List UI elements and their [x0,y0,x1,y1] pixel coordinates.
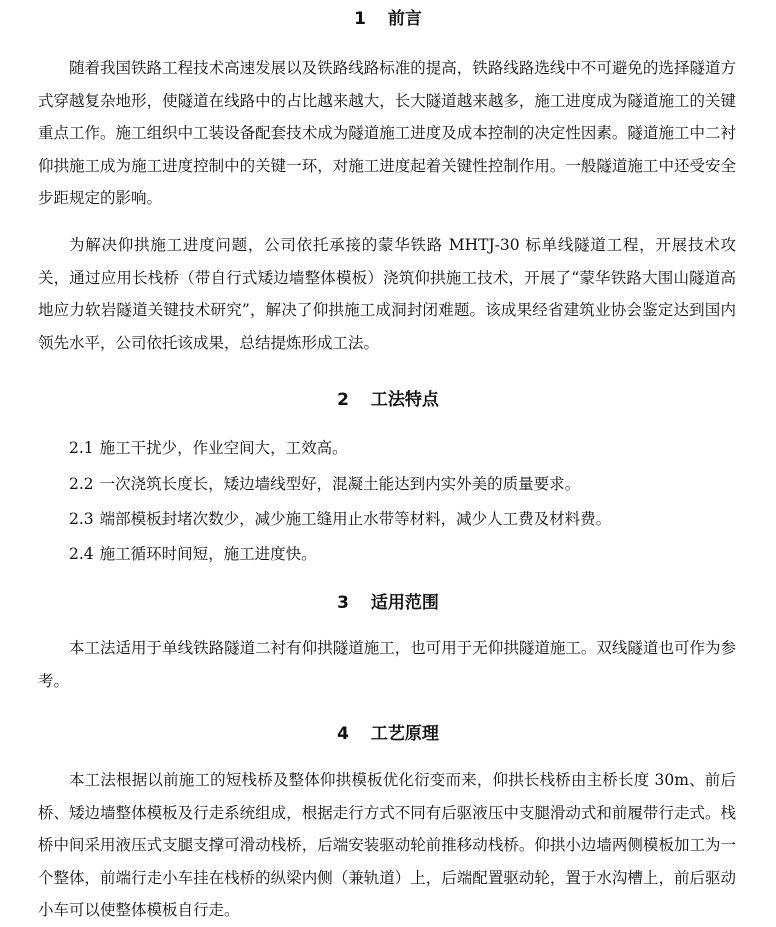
section-3-heading [0,592,776,614]
list-item: 2.3 端部模板封堵次数少，减少施工缝用止水带等材料，减少人工费及材料费。 [69,510,612,528]
section-1-heading [0,8,776,30]
section-1-paragraph-1: 随着我国铁路工程技术高速发展以及铁路线路标准的提高，铁路线路选线中不可避免的选择隧道方式穿越复杂地形，使隧道在线路中的占比越来越大，长大隧道越来越多，施工进度成为隧道施工的关键重点工作。施工组织中工装设备配套技术成为隧道施工进度及成本控制的决定性因素。隧道施工中二衬仰拱施工成为施工进度控制中的关键一环，对施工进度起着关键性控制作用。一般隧道施工中还受安全步距规定的影响。 [38,59,736,208]
section-1-number: 1 [354,9,366,29]
section-2-heading [0,389,776,411]
list-item: 2.1 施工干扰少，作业空间大，工效高。 [69,439,348,457]
section-4-number: 4 [337,724,349,744]
section-4-heading [0,723,776,745]
section-2-title: 工法特点 [370,390,439,410]
list-item: 2.4 施工循环时间短，施工进度快。 [69,545,317,563]
section-1-title: 前言 [387,9,422,29]
section-4-title: 工艺原理 [370,724,439,744]
section-1-paragraph-2: 为解决仰拱施工进度问题，公司依托承接的蒙华铁路 MHTJ-30 标单线隧道工程，开展技术攻关，通过应用长栈桥（带自行式矮边墙整体模板）浇筑仰拱施工技术，开展了“蒙华铁路大围山隧道高地应力软岩隧道关键技术研究”，解决了仰拱施工成洞封闭难题。该成果经省建筑业协会鉴定达到国内领先水平，公司依托该成果，总结提炼形成工法。 [38,236,736,352]
section-3-paragraph-1: 本工法适用于单线铁路隧道二衬有仰拱隧道施工，也可用于无仰拱隧道施工。双线隧道也可作为参考。 [38,639,736,690]
section-2-number: 2 [337,390,349,410]
section-3-number: 3 [337,593,349,613]
section-4-paragraph-1: 本工法根据以前施工的短栈桥及整体仰拱模板优化衍变而来，仰拱长栈桥由主桥长度 30m、前后桥、矮边墙整体模板及行走系统组成，根据走行方式不同有后驱液压中支腿滑动式和前履带行走式。栈桥中间采用液压式支腿支撑可滑动栈桥，后端安装驱动轮前推移动栈桥。仰拱小边墙两侧模板加工为一个整体，前端行走小车挂在栈桥的纵梁内侧（兼轨道）上，后端配置驱动轮，置于水沟槽上，前后驱动小车可以使整体模板自行走。 [38,771,736,920]
section-3-title: 适用范围 [370,593,439,613]
list-item: 2.2 一次浇筑长度长，矮边墙线型好，混凝土能达到内实外美的质量要求。 [69,475,581,493]
